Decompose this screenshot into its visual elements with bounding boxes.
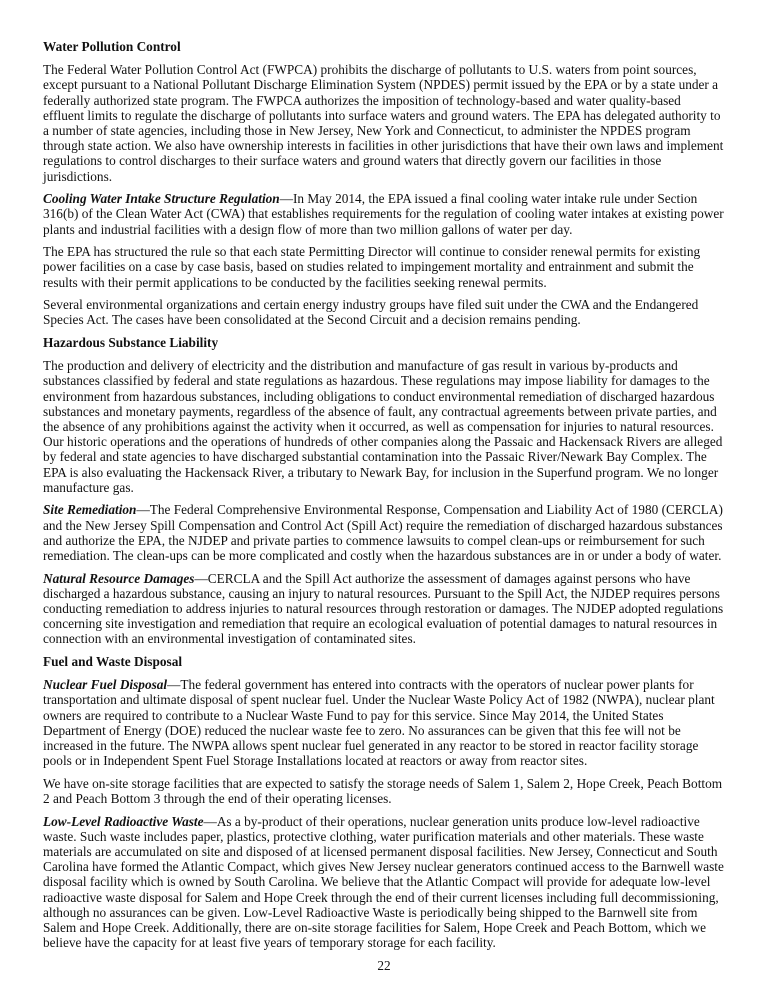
- line-text: a number of state agencies, including those in New Jersey, New York and Connecticut, to administer the NPDES program: [43, 123, 691, 139]
- line-text: substances classified by federal and state regulations as hazardous. These regulations may impose liability for damages to the: [43, 373, 710, 389]
- text-line: [43, 206, 753, 221]
- line-text: materials are accumulated on site and disposed of at licensed permanent disposal facilities. New Jersey, Connecticut and South: [43, 844, 718, 860]
- paragraph: [43, 571, 753, 647]
- line-text: Species Act. The cases have been consolidated at the Second Circuit and a decision remains pending.: [43, 312, 581, 328]
- text-line: [43, 723, 753, 738]
- line-text: —In May 2014, the EPA issued a final cooling water intake rule under Section: [279, 191, 698, 207]
- line-text: increased in the future. The NWPA allows spent nuclear fuel generated in any reactor to be stored in reactor facility storage: [43, 738, 699, 754]
- page-number: 22: [377, 957, 391, 973]
- text-line: [43, 123, 753, 138]
- line-text: Our historic operations and the operations of hundreds of other companies along the Passaic and Hackensack Rivers are alleged: [43, 434, 723, 450]
- section-heading: Fuel and Waste Disposal: [43, 654, 183, 670]
- text-line: [43, 275, 753, 290]
- section-heading: Water Pollution Control: [43, 39, 181, 54]
- text-line: [43, 191, 753, 206]
- line-text: The Federal Water Pollution Control Act (FWPCA) prohibits the discharge of pollutants to U.S. waters from point sources,: [43, 62, 697, 78]
- paragraph-lead-title: Natural Resource Damages: [43, 570, 195, 586]
- line-text: connection with an environmental investigation of contaminated sites.: [43, 631, 416, 647]
- text-line: [43, 829, 753, 844]
- paragraph: [43, 502, 753, 563]
- line-text: discharged a hazardous substance, causing an injury to natural resources. Pursuant to the Spill Act, the NJDEP requires persons: [43, 585, 720, 601]
- line-text: jurisdictions.: [43, 168, 113, 184]
- line-text: federally authorized state program. The FWPCA authorizes the imposition of technology-based and water quality-based: [43, 92, 681, 108]
- text-line: [43, 153, 753, 168]
- text-line: [43, 859, 753, 874]
- text-line: [43, 93, 753, 108]
- line-text: waste. Such waste includes paper, plastics, protective clothing, water purification materials and other materials. These waste: [43, 828, 704, 844]
- text-line: [43, 312, 753, 327]
- line-text: by federal and state agencies to have discharged substantial contamination into the Passaic River/Newark Bay Complex. The: [43, 449, 707, 465]
- text-line: [43, 259, 753, 274]
- line-text: Department of Energy (DOE) reduced the nuclear waste fee to zero. No assurances can be given that this fee will not be: [43, 722, 681, 738]
- line-text: believe have the capacity for at least five years of temporary storage for each facility.: [43, 935, 496, 951]
- line-text: pools or in Independent Spent Fuel Storage Installations located at reactors or away from reactor sites.: [43, 753, 588, 769]
- text-line: [43, 138, 753, 153]
- text-line: [43, 844, 753, 859]
- text-line: [43, 814, 753, 829]
- line-text: through state action. We also have ownership interests in facilities in other jurisdictions that have their own laws and implement: [43, 138, 724, 154]
- line-text: The EPA has structured the rule so that each state Permitting Director will continue to consider renewal permits for existing: [43, 244, 701, 260]
- line-text: —The Federal Comprehensive Environmental Response, Compensation and Liability Act of 1980 (CERCLA): [136, 502, 723, 518]
- line-text: —CERCLA and the Spill Act authorize the assessment of damages against persons who have: [194, 570, 691, 586]
- line-text: We have on-site storage facilities that are expected to satisfy the storage needs of Salem 1, Salem 2, Hope Creek, Peach Bottom: [43, 775, 723, 791]
- line-text: substances and monetary payments, regardless of the absence of fault, any contractual agreements between private parties, and: [43, 403, 717, 419]
- text-line: [43, 480, 753, 495]
- line-text: regulations to control discharges to their surface waters and ground waters that directly govern our facilities in those: [43, 153, 662, 169]
- text-line: [43, 62, 753, 77]
- text-line: [43, 373, 753, 388]
- text-line: [43, 533, 753, 548]
- text-line: [43, 404, 753, 419]
- line-text: disposal facility which is owned by South Carolina. We believe that the Atlantic Compact will provide for adequate low-level: [43, 874, 711, 890]
- text-line: [43, 920, 753, 935]
- text-line: [43, 389, 753, 404]
- text-line: [43, 297, 753, 312]
- text-line: [43, 677, 753, 692]
- line-text: Carolina have formed the Atlantic Compact, which gives New Jersey nuclear generators continued access to the Barnwell waste: [43, 859, 724, 875]
- text-line: [43, 571, 753, 586]
- paragraph: [43, 358, 753, 495]
- line-text: The production and delivery of electricity and the distribution and manufacture of gas result in various by-products and: [43, 358, 678, 374]
- text-line: [43, 465, 753, 480]
- paragraph: [43, 814, 753, 951]
- text-line: [43, 738, 753, 753]
- line-text: radioactive waste disposal for Salem and Hope Creek through the end of their current licenses including full decommissioning,: [43, 889, 719, 905]
- section-heading: Hazardous Substance Liability: [43, 335, 219, 351]
- line-text: effluent limits to regulate the discharge of pollutants into surface waters and ground waters. The EPA has delegated authority to: [43, 107, 721, 123]
- text-line: [43, 548, 753, 563]
- text-line: [43, 890, 753, 905]
- line-text: and authorize the EPA, the NJDEP and private parties to commence lawsuits to compel clean-ups or reimbursement for such: [43, 532, 705, 548]
- text-line: [43, 601, 753, 616]
- page-sheet: [0, 39, 768, 973]
- line-text: and the New Jersey Spill Compensation and Control Act (Spill Act) require the remediation of discharged hazardous substances: [43, 517, 723, 533]
- line-text: remediation. The clean-ups can be more complicated and costly when the hazardous substances are in or under a body of water.: [43, 548, 722, 564]
- paragraph: [43, 62, 753, 184]
- line-text: EPA is also evaluating the Hackensack River, a tributary to Newark Bay, for inclusion in the Superfund program. We no longer: [43, 464, 719, 480]
- text-line: [43, 419, 753, 434]
- paragraph: [43, 191, 753, 237]
- line-text: Several environmental organizations and certain energy industry groups have filed suit under the CWA and the Endangered: [43, 297, 699, 313]
- text-line: [43, 108, 753, 123]
- paragraph-lead-title: Low-Level Radioactive Waste: [43, 813, 204, 829]
- text-line: [43, 874, 753, 889]
- text-line: [43, 935, 753, 950]
- text-line: [43, 616, 753, 631]
- line-text: except pursuant to a National Pollutant Discharge Elimination System (NPDES) permit issued by the EPA or by a state under a: [43, 77, 719, 93]
- text-line: [43, 692, 753, 707]
- paragraph: [43, 244, 753, 290]
- text-line: [43, 791, 753, 806]
- text-line: [43, 244, 753, 259]
- text-line: [43, 753, 753, 768]
- document-body: [43, 39, 753, 950]
- line-text: Salem and Hope Creek. Additionally, there are on-site storage facilities for Salem, Hope Creek and Peach Bottom, which we: [43, 920, 707, 936]
- text-line: [43, 449, 753, 464]
- paragraph: [43, 297, 753, 327]
- line-text: —As a by-product of their operations, nuclear generation units produce low-level radioactive: [203, 813, 700, 829]
- text-line: [43, 518, 753, 533]
- text-line: [43, 905, 753, 920]
- line-text: 2 and Peach Bottom 3 through the end of their operating licenses.: [43, 791, 392, 807]
- line-text: —The federal government has entered into contracts with the operators of nuclear power plants for: [167, 677, 694, 693]
- text-line: [43, 708, 753, 723]
- paragraph: [43, 776, 753, 806]
- text-line: [43, 502, 753, 517]
- line-text: environment from hazardous substances, including obligations to conduct environmental remediation of discharged hazardous: [43, 388, 715, 404]
- line-text: manufacture gas.: [43, 479, 134, 495]
- paragraph-lead-title: Cooling Water Intake Structure Regulation: [43, 191, 280, 207]
- paragraph-lead-title: Nuclear Fuel Disposal: [43, 677, 168, 693]
- text-line: [43, 631, 753, 646]
- text-line: [43, 434, 753, 449]
- text-line: [43, 586, 753, 601]
- text-line: [43, 77, 753, 92]
- paragraph: [43, 677, 753, 768]
- line-text: 316(b) of the Clean Water Act (CWA) that establishes requirements for the regulation of cooling water intakes at existing power: [43, 206, 724, 222]
- text-line: [43, 222, 753, 237]
- line-text: although no assurances can be given. Low-Level Radioactive Waste is periodically being shipped to the Barnwell site from: [43, 904, 698, 920]
- text-line: [43, 169, 753, 184]
- line-text: concerning site investigation and remediation that require an ecological evaluation of potential damages to natural resources in: [43, 616, 718, 632]
- line-text: results with their permit applications to be conducted by the facilities seeking renewal permits.: [43, 274, 547, 290]
- line-text: the absence of any prohibitions against the activity when it occurred, as well as compensation for injuries to natural resources.: [43, 419, 714, 435]
- paragraph-lead-title: Site Remediation: [43, 502, 137, 518]
- line-text: transportation and ultimate disposal of spent nuclear fuel. Under the Nuclear Waste Policy Act of 1982 (NWPA), nuclear plant: [43, 692, 715, 708]
- line-text: conducting remediation to address injuries to natural resources through restoration or damages. The NJDEP adopted regulations: [43, 601, 724, 617]
- text-line: [43, 776, 753, 791]
- line-text: power facilities on a case by case basis, based on studies related to impingement mortality and entrainment and submit the: [43, 259, 694, 275]
- line-text: owners are required to contribute to a Nuclear Waste Fund to pay for this service. Since May 2014, the United States: [43, 707, 664, 723]
- line-text: plants and industrial facilities with a design flow of more than two million gallons of water per day.: [43, 221, 573, 237]
- text-line: [43, 358, 753, 373]
